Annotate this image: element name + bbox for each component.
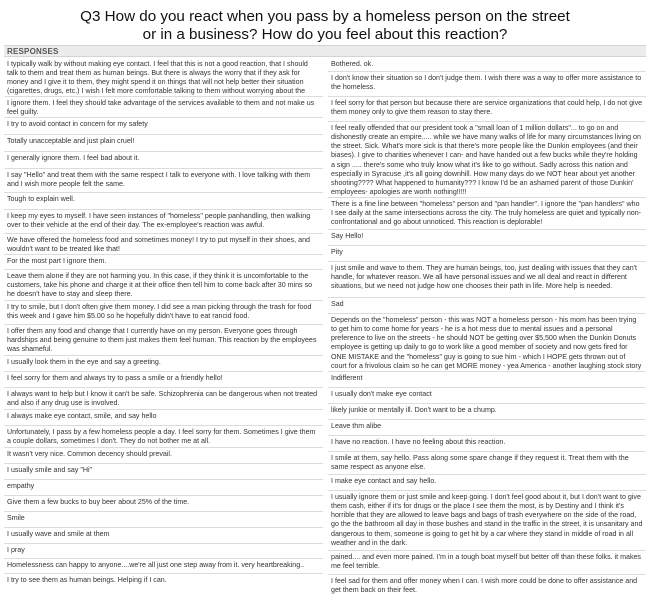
- response-cell: Unfortunately, I pass by a few homeless people a day. I feel sorry for them. Sometimes I give them a couple dollars, sometimes I don't. They do not bother me at all.: [4, 426, 323, 448]
- response-cell: Bothered. ok.: [328, 58, 646, 72]
- response-cell: Give them a few bucks to buy beer about 25% of the time.: [4, 496, 323, 512]
- response-cell: I try to smile, but I don't often give them money. I did see a man picking through the trash for food this week and I gave him $5.00 so he hopefully didn't have to eat rancid food.: [4, 301, 323, 325]
- response-cell: I just smile and wave to them. They are human beings, too, just dealing with issues that they can't handle, for whatever reason. We all have personal issues and we all deal and react in different situations, but we need not judge how one chooses their path in life. More help is needed.: [328, 262, 646, 298]
- response-cell: I feel sorry for them and always try to pass a smile or a friendly hello!: [4, 372, 323, 388]
- response-cell: Leave thm alibe: [328, 420, 646, 436]
- response-cell: likely junkie or mentally ill. Don't want to be a chump.: [328, 404, 646, 420]
- response-cell: I keep my eyes to myself. I have seen instances of "homeless" people panhandling, then walking over to their vehicle at the end of their day. The ex-employee's reaction was awful.: [4, 210, 323, 234]
- response-cell: Totally unacceptable and just plain cruel!: [4, 135, 323, 152]
- response-cell: We have offered the homeless food and sometimes money! I try to put myself in their shoes, and wouldn't want to be treated like that!: [4, 234, 323, 255]
- response-cell: Sad: [328, 298, 646, 314]
- response-cell: I have no reaction. I have no feeling about this reaction.: [328, 436, 646, 452]
- response-cell: I usually look them in the eye and say a greeting.: [4, 356, 323, 372]
- response-cell: I don't know their situation so I don't judge them. I wish there was a way to offer more assistance to the homeless.: [328, 72, 646, 97]
- response-cell: I feel sad for them and offer money when I can. I wish more could be done to offer assistance and get them back on their feet.: [331, 576, 638, 594]
- response-cell: I typically walk by without making eye contact. I feel that this is not a good reaction, that I should talk to them and treat them as human beings. But there is always the worry that if they ask for money and I give it to them, they might spend it on things that will not help better their situation (cigarettes, drugs, etc.) I wish I felt more comfortable talking to them without worrying about the: [4, 58, 323, 97]
- response-cell: Homelessness can happy to anyone....we're all just one step away from it. very heartbreaking..: [4, 559, 323, 574]
- response-cell: I feel really offended that our president took a "small loan of 1 million dollars"... to go on and dishonestly create an empire..... while we have many walks of life for many circumstances living on the street. Sick. What's more sick is that there's more people like the Dunkin employees (and their biases). I give to charities whenever I can- and have handed out a few bucks while they're holding a sign ..... there's some who truly know what it's like to go without. Sadly across this nation and especially in Syracuse ,it's all going downhill. How many days do we NOT hear about yet another shooting???? What happened to humanity??? I know I'd be an ashamed parent of those Dunkin' employees- apologies are worth nothing!!!!!: [328, 122, 646, 198]
- response-cell: I say "Hello" and treat them with the same respect I talk to everyone with. I love talking with them and I wish more people felt the same.: [4, 169, 323, 193]
- response-cell: I generally ignore them. I feel bad about it.: [4, 152, 323, 169]
- response-cell: Smile: [4, 512, 323, 528]
- response-cell: I usually don't make eye contact: [328, 388, 646, 404]
- response-cell: For the most part I ignore them.: [4, 255, 323, 270]
- response-cell: pained.... and even more pained. I'm in a tough boat myself but better off than these folks. it makes me feel terrible.: [328, 551, 646, 575]
- response-cell: empathy: [4, 480, 323, 496]
- responses-column-right: [328, 58, 646, 599]
- question-title: [0, 8, 650, 44]
- response-cell: I usually smile and say "Hi": [4, 464, 323, 480]
- response-cell: I try to avoid contact in concern for my safety: [4, 118, 323, 135]
- response-cell: I pray: [4, 544, 323, 559]
- response-cell: I try to see them as human beings. Helping if I can.: [7, 575, 167, 584]
- response-cell: Tough to explain well.: [4, 193, 323, 210]
- response-cell: It wasn't very nice. Common decency should prevail.: [4, 448, 323, 464]
- response-cell: Leave them alone if they are not harming you. In this case, if they think it is uncomfortable to the customers, take his phone and charge it at their office then tell him to come back after 30 mins so he doesn't have to stay and sleep there.: [4, 270, 323, 301]
- response-cell: I always want to help but I know it can't be safe. Schizophrenia can be dangerous when not treated and also if any drug use is involved.: [4, 388, 323, 410]
- response-cell: Pity: [328, 246, 646, 262]
- response-cell: Depends on the "homeless" person - this was NOT a homeless person - his mom has been trying to get him to come home for years - he is a hot mess due to mental issues and a personal preference to live on the streets - he should NOT be getting over $5,500 when the Dunkin Donuts employee is getting up daily to go to work like a good member of society and now gets fired for ONE MISTAKE and the "homeless" guy is going to sue him - which I HOPE gets thrown out of court for a frivolous claim so he can get MORE money - yea America - another laughing stock story: [328, 314, 646, 372]
- response-cell: I usually ignore them or just smile and keep going. I don't feel good about it, but I don't want to give them cash, either if it's for drugs or the place I see them the most, is by Destiny and I think it's horrible that they are allowed to leave bags and bags of trash everywhere on the side of the road, go the the bathroom all day in those bushes and stand in the traffic in the street, it is unsanitary and dangerous to them, someone is going to get hit by a car where they stand in middle of road in all weather and in the dark.: [328, 491, 646, 551]
- response-cell: Say Hello!: [328, 230, 646, 246]
- response-cell: I ignore them. I feel they should take advantage of the services available to them and not make us feel guilty.: [4, 97, 323, 118]
- response-cell: I always make eye contact, smile, and say hello: [4, 410, 323, 426]
- response-cell: I usually wave and smile at them: [4, 528, 323, 544]
- response-cell: Indifferent: [328, 372, 646, 388]
- response-cell: There is a fine line between "homeless" person and "pan handler". I ignore the "pan handlers" who I see daily at the same intersections across the city. The truly homeless are quiet and typically non-confrontational and go about unnoticed. This reaction is deplorable!: [328, 198, 646, 230]
- responses-column-left: [4, 58, 323, 589]
- response-cell: I feel sorry for that person but because there are service organizations that could help, I do not give them money only to give them reason to stay there.: [328, 97, 646, 122]
- responses-header: RESPONSES: [4, 45, 646, 57]
- response-cell: I make eye contact and say hello.: [328, 475, 646, 491]
- response-cell: I offer them any food and change that I currently have on my person. Everyone goes through hardships and being genuine to them just makes them feel human. This reaction by the employees was shameful.: [4, 325, 323, 356]
- question-title-line-1: Q3 How do you react when you pass by a homeless person on the street: [80, 8, 570, 25]
- question-title-line-2: or in a business? How do you feel about this reaction?: [142, 26, 508, 43]
- response-cell: I smile at them, say hello. Pass along some spare change if they request it. Treat them with the same respect as anyone else.: [328, 452, 646, 475]
